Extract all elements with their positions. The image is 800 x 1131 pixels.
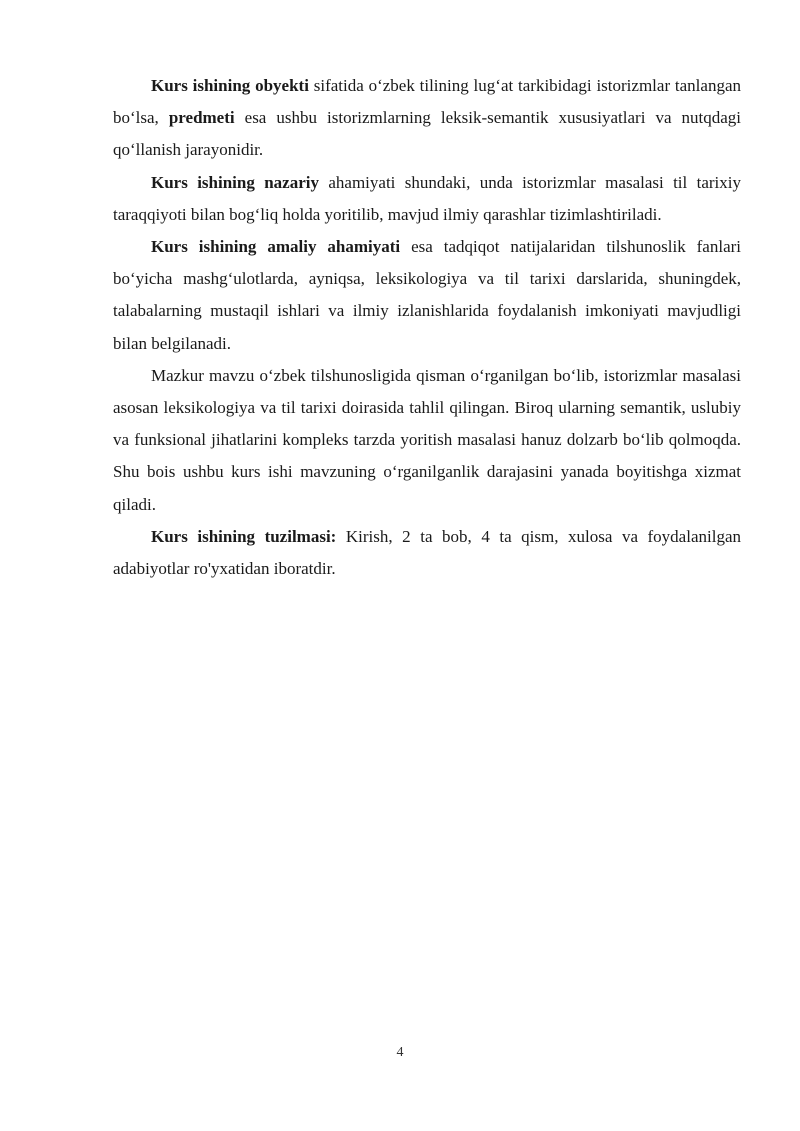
paragraph-text: Mazkur mavzu o‘zbek tilshunosligida qisman o‘rganilgan bo‘lib, istorizmlar masalasi asosan leksikologiya va til tarixi doirasida tahlil qilingan. Biroq ularning semantik, uslubiy va funksional jihatlarini kompleks tarzda yoritish masalasi hanuz dolzarb bo‘lib qolmoqda. Shu bois ushbu kurs ishi mavzuning o‘rganilganlik darajasini yanada boyitishga xizmat qiladi. (113, 365, 741, 514)
paragraph-text: esa ushbu istorizmlarning leksik-semantik xususiyatlari va nutqdagi qo‘llanish jarayonidir. (113, 108, 742, 160)
paragraph-text: esa tadqiqot natijalaridan tilshunoslik fanlari bo‘yicha mashg‘ulotlarda, ayniqsa, leksikologiya va til tarixi darslarida, shuningdek, talabalarning mustaqil ishlari va ilmiy izlanishlarida foydalanish imkoniyati mavjudligi bilan belgilanadi. (113, 237, 741, 353)
term-practical: Kurs ishining amaliy ahamiyati (151, 237, 401, 257)
term-theoretical: Kurs ishining nazariy (151, 172, 319, 192)
document-body (113, 70, 741, 585)
term-object: Kurs ishining obyekti (151, 76, 309, 95)
paragraph-theoretical (113, 167, 741, 231)
term-structure: Kurs ishining tuzilmasi: (151, 526, 337, 546)
paragraph-text: Kirish, 2 ta bob, 4 ta qism, xulosa va foydalanilgan adabiyotlar ro'yxatidan iboratdir. (113, 526, 741, 579)
paragraph-object-subject (113, 70, 741, 167)
term-subject: predmeti (168, 108, 235, 128)
paragraph-structure (113, 521, 741, 585)
paragraph-study-level (113, 360, 741, 521)
paragraph-text: ahamiyati shundaki, unda istorizmlar masalasi til tarixiy taraqqiyoti bilan bog‘liq holda yoritilib, mavjud ilmiy qarashlar tizimlashtiriladi. (113, 172, 741, 224)
paragraph-practical (113, 231, 741, 360)
paragraph-text: sifatida o‘zbek tilining lug‘at tarkibidagi istorizmlar tanlangan bo‘lsa, (113, 76, 741, 128)
page-number: 4 (396, 1045, 404, 1060)
